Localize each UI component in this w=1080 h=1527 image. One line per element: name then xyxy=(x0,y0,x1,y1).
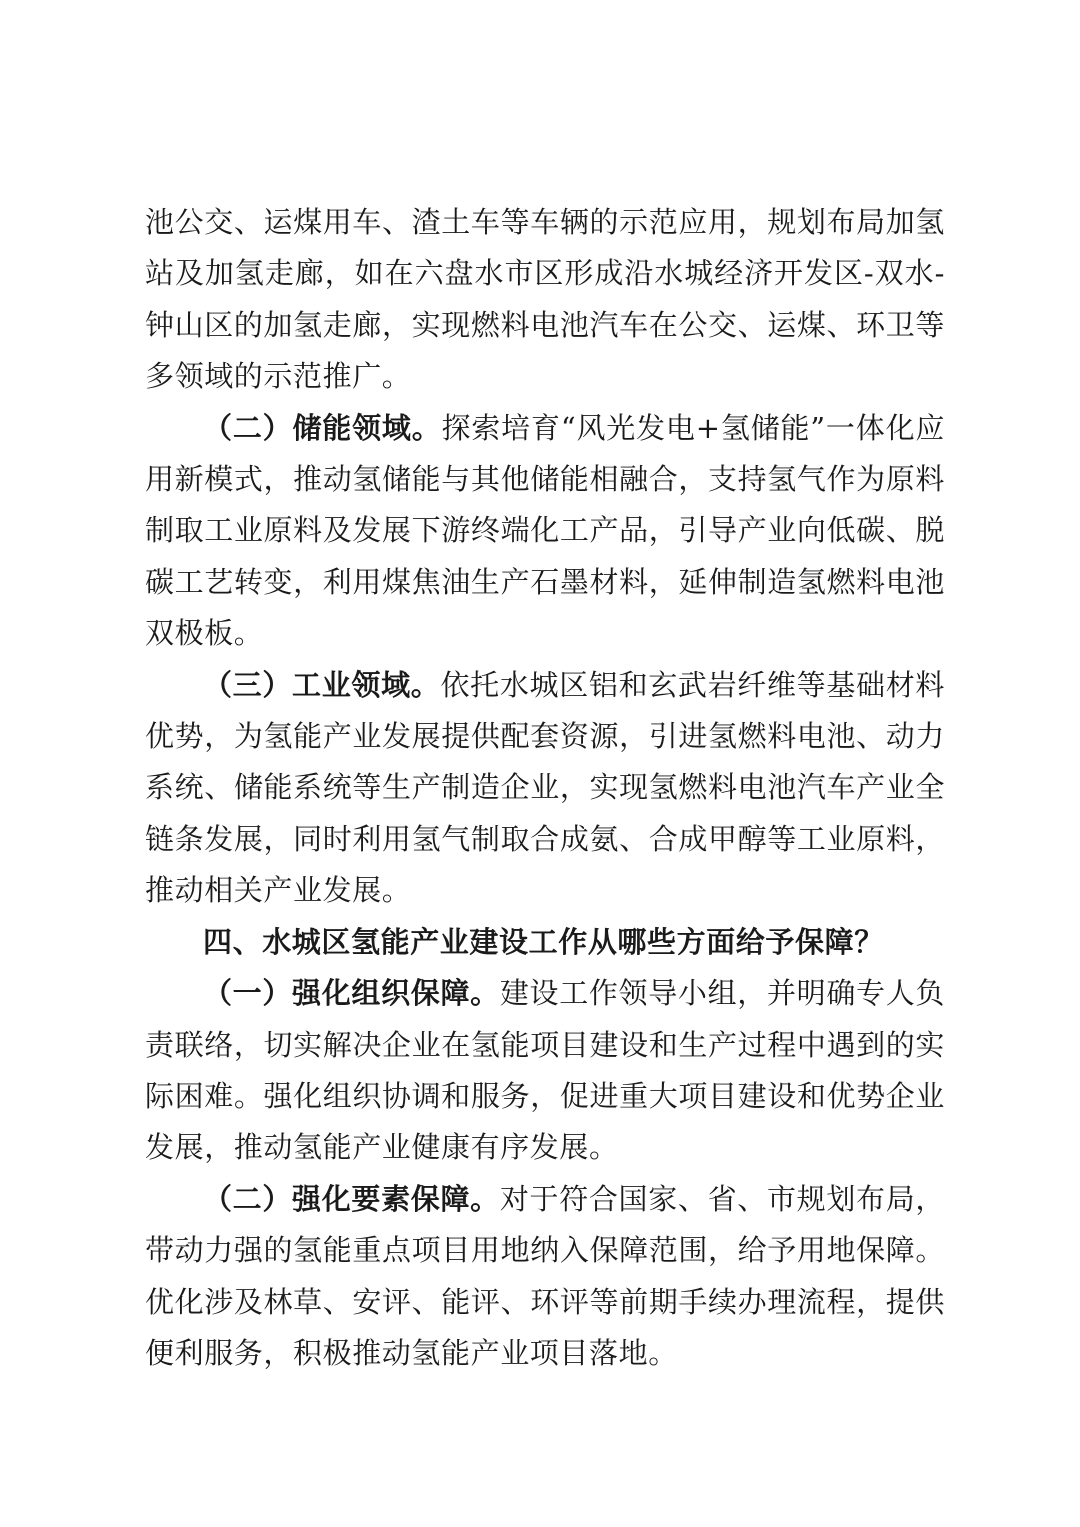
section-heading: 四、水城区氢能产业建设工作从哪些方面给予保障？ xyxy=(203,924,884,959)
document-body xyxy=(145,197,945,1379)
paragraph-text: 对于符合国家、省、市规划布局，带动力强的氢能重点项目用地纳入保障范围，给予用地保障。优化涉及林草、安评、能评、环评等前期手续办理流程，提供便利服务，积极推动氢能产业项目落地。 xyxy=(145,1181,945,1370)
paragraph-lead: （三）工业领域。 xyxy=(203,667,441,702)
paragraph-text: 探索培育“风光发电+氢储能”一体化应用新模式，推动氢储能与其他储能相融合，支持氢气作为原料制取工业原料及发展下游终端化工产品，引导产业向低碳、脱碳工艺转变，利用煤焦油生产石墨材料，延伸制造氢燃料电池双极板。 xyxy=(145,410,945,651)
paragraph-text: 依托水城区铝和玄武岩纤维等基础材料优势，为氢能产业发展提供配套资源，引进氢燃料电池、动力系统、储能系统等生产制造企业，实现氢燃料电池汽车产业全链条发展，同时利用氢气制取合成氨、合成甲醇等工业原料，推动相关产业发展。 xyxy=(145,667,945,908)
paragraph-organization-guarantee xyxy=(145,968,945,1174)
paragraph-lead: （二）强化要素保障。 xyxy=(203,1181,500,1216)
paragraph-continuation xyxy=(145,197,945,403)
paragraph-text: 建设工作领导小组，并明确专人负责联络，切实解决企业在氢能项目建设和生产过程中遇到的实际困难。强化组织协调和服务，促进重大项目建设和优势企业发展，推动氢能产业健康有序发展。 xyxy=(145,976,945,1165)
paragraph-lead: （一）强化组织保障。 xyxy=(203,976,500,1011)
paragraph-lead: （二）储能领域。 xyxy=(203,410,442,445)
paragraph-industry xyxy=(145,660,945,917)
paragraph-factor-guarantee xyxy=(145,1174,945,1380)
paragraph-energy-storage xyxy=(145,403,945,660)
paragraph-text: 池公交、运煤用车、渣土车等车辆的示范应用，规划布局加氢站及加氢走廊，如在六盘水市区形成沿水城经济开发区-双水-钟山区的加氢走廊，实现燃料电池汽车在公交、运煤、环卫等多领域的示范推广。 xyxy=(145,205,945,394)
